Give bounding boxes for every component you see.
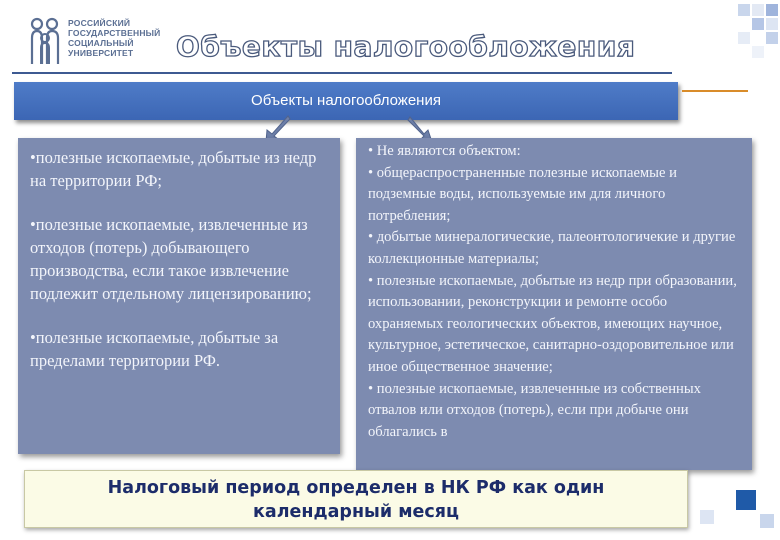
list-item: •полезные ископаемые, извлеченные из отходов (потерь) добывающего производства, если такое извлечение подлежит отдельному лицензированию;: [30, 215, 312, 303]
square-decoration: [738, 4, 750, 16]
square-decoration: [700, 510, 714, 524]
left-objects-panel: [18, 138, 340, 454]
list-item: • общераспространенные полезные ископаемые и подземные воды, используемые им для личного потребления;: [368, 164, 677, 224]
list-item: • полезные ископаемые, извлеченные из собственных отвалов или отходов (потерь), если при добыче они облагались в: [368, 380, 701, 440]
tax-period-note: [24, 470, 688, 528]
square-decoration: [760, 514, 774, 528]
logo-text: [68, 18, 161, 58]
list-item: • Не являются объектом:: [368, 143, 521, 159]
header-bar: Объекты налогообложения: [14, 82, 678, 120]
logo-line: РОССИЙСКИЙ: [68, 18, 131, 28]
square-decoration: [766, 32, 778, 44]
page-title: Объекты налогообложения: [176, 30, 636, 63]
list-item: •полезные ископаемые, добытые из недр на территории РФ;: [30, 148, 317, 190]
square-decoration: [752, 4, 764, 16]
accent-line: [682, 90, 748, 92]
logo-line: УНИВЕРСИТЕТ: [68, 48, 134, 58]
square-decoration: [766, 4, 778, 16]
title-underline: [12, 72, 672, 74]
right-exclusions-panel: [356, 138, 752, 470]
note-line: Налоговый период определен в НК РФ как один: [107, 478, 605, 498]
square-decoration: [766, 18, 778, 30]
university-logo: [30, 16, 170, 72]
note-line: календарный месяц: [253, 502, 459, 522]
list-item: • добытые минералогические, палеонтологичекие и другие коллекционные материалы;: [368, 229, 736, 267]
list-item: •полезные ископаемые, добытые за пределами территории РФ.: [30, 328, 279, 370]
square-decoration: [736, 490, 756, 510]
logo-line: СОЦИАЛЬНЫЙ: [68, 38, 134, 48]
square-decoration: [752, 46, 764, 58]
square-decoration: [752, 18, 764, 30]
people-logo-icon: [30, 16, 62, 66]
logo-line: ГОСУДАРСТВЕННЫЙ: [68, 28, 161, 38]
square-decoration: [738, 32, 750, 44]
list-item: • полезные ископаемые, добытые из недр при образовании, использовании, реконструкции и ремонте особо охраняемых геологических объектов, имеющих научное, культурное, эстетическое, санитарно-оздоровительное или иное общественное значение;: [368, 272, 737, 375]
